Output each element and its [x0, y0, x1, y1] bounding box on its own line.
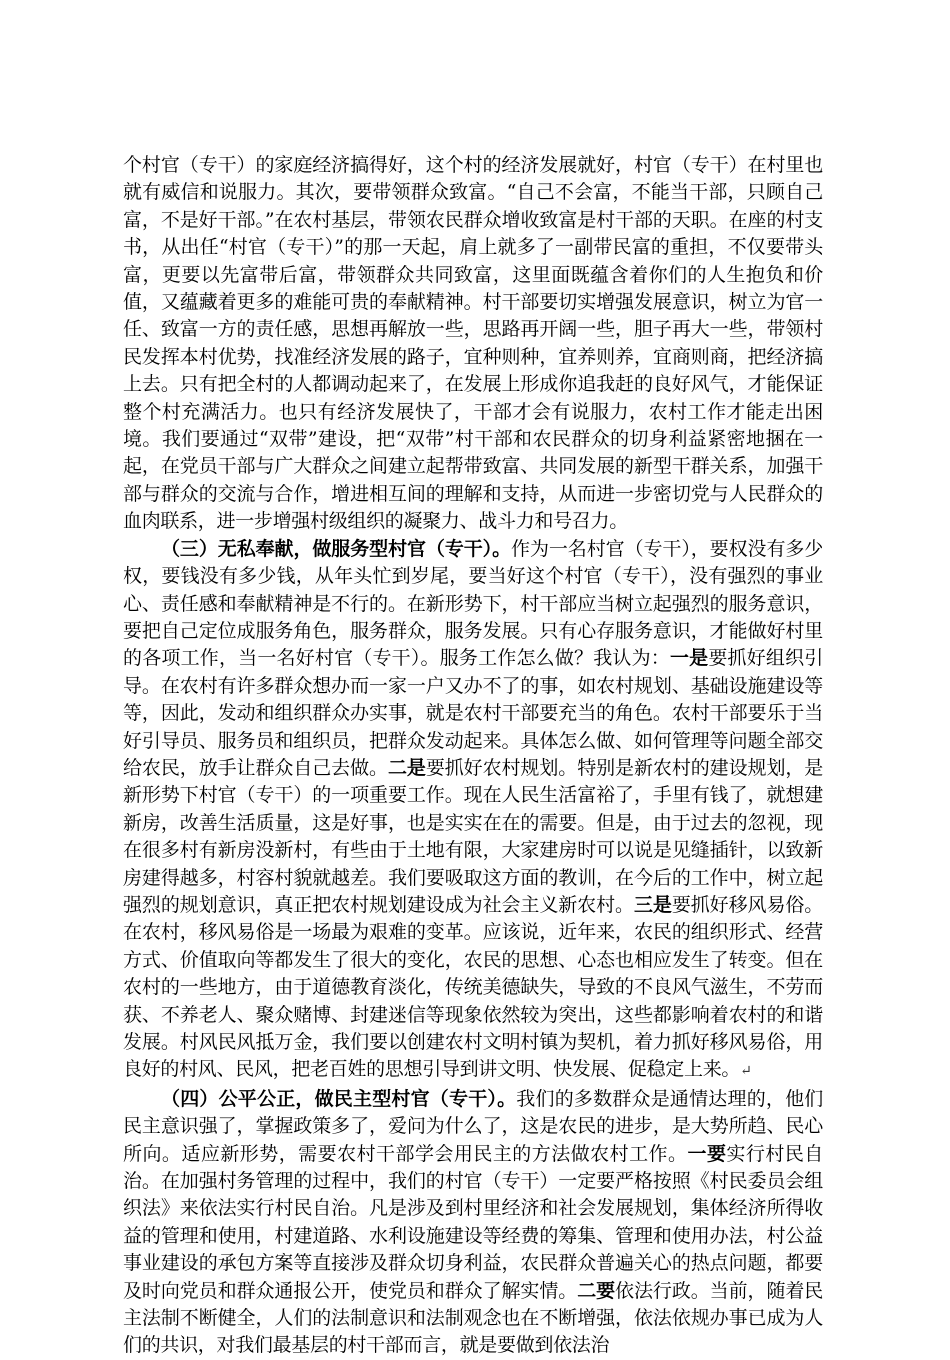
emphasis-second: 二要 — [577, 1279, 616, 1302]
emphasis-first: 一要 — [687, 1142, 727, 1165]
document-page — [123, 152, 823, 1360]
emphasis-first: 一是 — [669, 647, 709, 670]
paragraph-text: 我们的多数群众是通情达理的，他们民主意识强了，掌握政策多了，爱问为什么了，这是农民的进步，是大势所趋、民心所向。适应新形势，需要农村干部学会用民主的方法做农村工作。 — [123, 1087, 823, 1165]
paragraph-1 — [123, 152, 823, 536]
paragraph-3 — [123, 1086, 823, 1360]
paragraph-text: 要抓好农村规划。特别是新农村的建设规划，是新形势下村官（专干）的一项重要工作。现在人民生活富裕了，手里有钱了，就想建新房，改善生活质量，这是好事，也是实实在在的需要。但是，由于过去的忽视，现在很多村有新房没新村，有些由于土地有限，大家建房时可以说是见缝插针，以致新房建得越多，村容村貌就越差。我们要吸取这方面的教训，在今后的工作中，树立起强烈的规划意识，真正把农村规划建设成为社会主义新农村。 — [123, 756, 824, 916]
emphasis-second: 二是 — [387, 756, 426, 779]
paragraph-2 — [123, 536, 823, 1086]
paragraph-text: 实行村民自治。在加强村务管理的过程中，我们的村官（专干）一定要严格按照《村民委员会组织法》来依法实行村民自治。凡是涉及到村里经济和社会发展规划，集体经济所得收益的管理和使用，村建道路、水利设施建设等经费的筹集、管理和使用办法，村公益事业建设的承包方案等直接涉及群众切身利益，农民群众普遍关心的热点问题，都要及时向党员和群众通报公开，使党员和群众了解实情。 — [123, 1142, 823, 1302]
section-heading-4: （四）公平公正，做民主型村官（专干）。 — [161, 1087, 517, 1110]
paragraph-text: 个村官（专干）的家庭经济搞得好，这个村的经济发展就好，村官（专干）在村里也就有威信和说服力。其次，要带领群众致富。“自己不会富，不能当干部，只顾自己富，不是好干部。”在农村基层，带领农民群众增收致富是村干部的天职。在座的村支书，从出任“村官（专干）”的那一天起，肩上就多了一副带民富的重担，不仅要带头富，更要以先富带后富，带领群众共同致富，这里面既蕴含着你们的人生抱负和价值，又蕴藏着更多的难能可贵的奉献精神。村干部要切实增强发展意识，树立为官一任、致富一方的责任感，思想再解放一些，思路再开阔一些，胆子再大一些，带领村民发挥本村优势，找准经济发展的路子，宜种则种，宜养则养，宜商则商，把经济搞上去。只有把全村的人都调动起来了，在发展上形成你追我赶的良好风气，才能保证整个村充满活力。也只有经济发展快了，干部才会有说服力，农村工作才能走出困境。我们要通过“双带”建设，把“双带”村干部和农民群众的切身利益紧密地捆在一起，在党员干部与广大群众之间建立起帮带致富、共同发展的新型干群关系，加强干部与群众的交流与合作，增进相互间的理解和支持，从而进一步密切党与人民群众的血肉联系，进一步增强村级组织的凝聚力、战斗力和号召力。 — [123, 154, 823, 533]
section-heading-3: （三）无私奉献，做服务型村官（专干）。 — [161, 537, 512, 560]
paragraph-text: 依法行政。当前，随着民主法制不断健全，人们的法制意识和法制观念也在不断增强，依法依规办事已成为人们的共识，对我们最基层的村干部而言，就是要做到依法治 — [123, 1279, 823, 1357]
emphasis-third: 三是 — [633, 893, 672, 916]
paragraph-end-mark: ↵ — [740, 1063, 752, 1080]
paragraph-text: 作为一名村官（专干），要权没有多少权，要钱没有多少钱，从年头忙到岁尾，要当好这个村官（专干），没有强烈的事业心、责任感和奉献精神是不行的。在新形势下，村干部应当树立起强烈的服务意识，要把自己定位成服务角色，服务群众，服务发展。只有心存服务意识，才能做好村里的各项工作，当一名好村官（专干）。服务工作怎么做？我认为： — [123, 537, 823, 670]
paragraph-text: 要抓好组织引导。在农村有许多群众想办而一家一户又办不了的事，如农村规划、基础设施建设等等，因此，发动和组织群众办实事，就是农村干部要充当的角色。农村干部要乐于当好引导员、服务员和组织员，把群众发动起来。具体怎么做、如何管理等问题全部交给农民，放手让群众自己去做。 — [123, 647, 824, 779]
paragraph-text: 要抓好移风易俗。在农村，移风易俗是一场最为艰难的变革。应该说，近年来，农民的组织形式、经营方式、价值取向等都发生了很大的变化，农民的思想、心态也相应发生了转变。但在农村的一些地方，由于道德教育淡化，传统美德缺失，导致的不良风气滋生，不劳而获、不养老人、聚众赌博、封建迷信等现象依然较为突出，这些都影响着农村的和谐发展。村风民风抵万金，我们要以创建农村文明村镇为契机，着力抓好移风易俗，用良好的村风、民风，把老百姓的思想引导到讲文明、快发展、促稳定上来。 — [123, 893, 823, 1081]
